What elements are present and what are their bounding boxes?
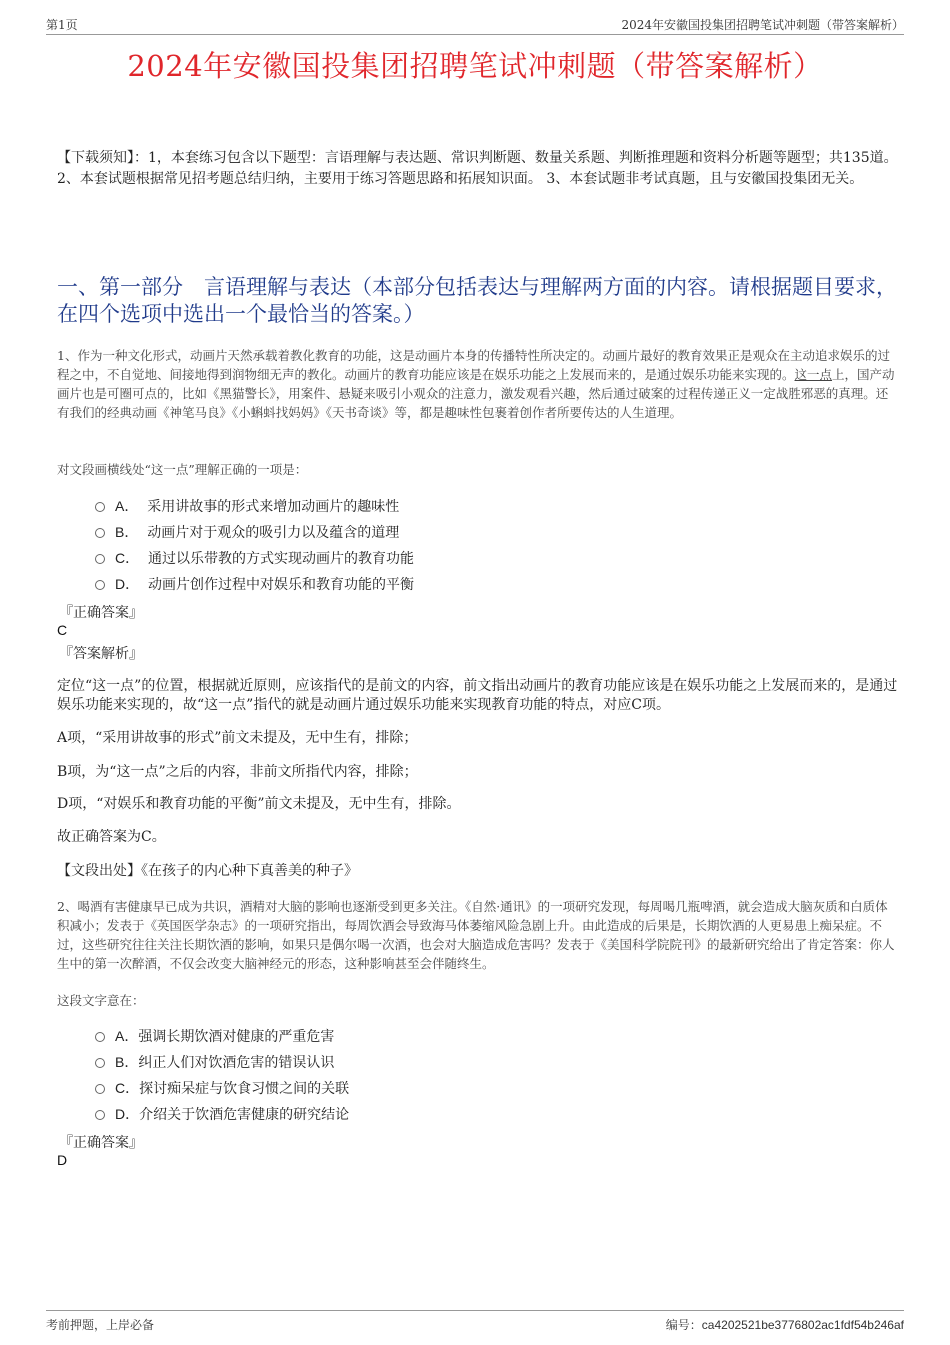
radio-icon[interactable] bbox=[95, 502, 105, 512]
q2-option-a[interactable]: A．强调长期饮酒对健康的严重危害 bbox=[95, 1023, 795, 1049]
q1-analysis-a: A项，“采用讲故事的形式”前文未提及，无中生有，排除； bbox=[57, 730, 418, 746]
question-1-options bbox=[95, 493, 795, 597]
q1-analysis-main: 定位“这一点”的位置，根据就近原则，应该指代的是前文的内容，前文指出动画片的教育功能应该是在娱乐功能之上发展而来的，是通过娱乐功能来实现的，故“这一点”指代的就是动画片通过娱乐功能来实现教育功能的特点，对应C项。 bbox=[57, 678, 898, 713]
header-doc-title: 2024年安徽国投集团招聘笔试冲刺题（带答案解析） bbox=[621, 18, 904, 32]
radio-icon[interactable] bbox=[95, 580, 105, 590]
radio-icon[interactable] bbox=[95, 1058, 105, 1068]
q1-option-a[interactable]: A． 采用讲故事的形式来增加动画片的趣味性 bbox=[95, 493, 795, 519]
q2-option-c[interactable]: C．探讨痴呆症与饮食习惯之间的关联 bbox=[95, 1075, 795, 1101]
q1-answer-label: 『正确答案』 bbox=[59, 605, 143, 621]
q1-analysis-b: B项，为“这一点”之后的内容，非前文所指代内容，排除； bbox=[57, 764, 418, 780]
q1-analysis-conclusion: 故正确答案为C。 bbox=[57, 829, 166, 845]
q2-option-d[interactable]: D．介绍关于饮酒危害健康的研究结论 bbox=[95, 1101, 795, 1127]
radio-icon[interactable] bbox=[95, 1032, 105, 1042]
q1-source: 【文段出处】《在孩子的内心种下真善美的种子》 bbox=[57, 863, 358, 879]
page-header bbox=[46, 14, 904, 35]
q1-option-d[interactable]: D． 动画片创作过程中对娱乐和教育功能的平衡 bbox=[95, 571, 795, 597]
q1-answer: C bbox=[57, 622, 68, 638]
q2-answer-label: 『正确答案』 bbox=[59, 1135, 143, 1151]
q2-option-b[interactable]: B．纠正人们对饮酒危害的错误认识 bbox=[95, 1049, 795, 1075]
radio-icon[interactable] bbox=[95, 1084, 105, 1094]
q1-text-after: 上，国产动画片也是可圈可点的，比如《黑猫警长》，用案件、悬疑来吸引小观众的注意力，激发观看兴趣，然后通过破案的过程传递正义一定战胜邪恶的真理。还有我们的经典动画《神笔马良》《小蝌蚪找妈妈》《天书奇谈》等，都是趣味性包裹着创作者所要传达的人生道理。 bbox=[57, 367, 895, 420]
question-1-passage bbox=[57, 346, 899, 422]
q1-option-c[interactable]: C． 通过以乐带教的方式实现动画片的教育功能 bbox=[95, 545, 795, 571]
q1-text-before: 1、作为一种文化形式，动画片天然承载着教化教育的功能，这是动画片本身的传播特性所决定的。动画片最好的教育效果正是观众在主动追求娱乐的过程之中，不自觉地、间接地得到润物细无声的教化。动画片的教育功能应该是在娱乐功能之上发展而来的，是通过娱乐功能来实现的。 bbox=[57, 348, 890, 382]
page-footer bbox=[46, 1310, 904, 1335]
question-1-prompt: 对文段画横线处“这一点”理解正确的一项是： bbox=[57, 462, 308, 477]
q1-analysis-d: D项，“对娱乐和教育功能的平衡”前文未提及，无中生有，排除。 bbox=[57, 796, 461, 812]
q2-answer: D bbox=[57, 1152, 68, 1168]
section-heading: 一、第一部分 言语理解与表达（本部分包括表达与理解两方面的内容。请根据题目要求，在四个选项中选出一个最恰当的答案。） bbox=[57, 275, 897, 326]
question-2-prompt: 这段文字意在： bbox=[57, 993, 145, 1008]
q1-underlined-phrase: 这一点 bbox=[794, 367, 833, 382]
footer-slogan: 考前押题，上岸必备 bbox=[46, 1318, 155, 1332]
page-number: 第1页 bbox=[46, 18, 78, 32]
radio-icon[interactable] bbox=[95, 1110, 105, 1120]
document-title: 2024年安徽国投集团招聘笔试冲刺题（带答案解析） bbox=[127, 49, 823, 83]
download-notice: 【下载须知】：1，本套练习包含以下题型：言语理解与表达题、常识判断题、数量关系题、判断推理题和资料分析题等题型；共135道。 2、本套试题根据常见招考题总结归纳，主要用于练习答题思路和拓展知识面。 3、本套试题非考试真题，且与安徽国投集团无关。 bbox=[57, 150, 898, 187]
radio-icon[interactable] bbox=[95, 528, 105, 538]
radio-icon[interactable] bbox=[95, 554, 105, 564]
q1-analysis-label: 『答案解析』 bbox=[59, 646, 143, 662]
q1-option-b[interactable]: B． 动画片对于观众的吸引力以及蕴含的道理 bbox=[95, 519, 795, 545]
question-2-options bbox=[95, 1023, 795, 1127]
footer-code: 编号：ca4202521be3776802ac1fdf54b246af bbox=[665, 1318, 904, 1332]
question-2-passage: 2、喝酒有害健康早已成为共识，酒精对大脑的影响也逐渐受到更多关注。《自然·通讯》的一项研究发现，每周喝几瓶啤酒，就会造成大脑灰质和白质体积减小；发表于《英国医学杂志》的一项研究指出，每周饮酒会导致海马体萎缩风险急剧上升。由此造成的后果是，长期饮酒的人更易患上痴呆症。不过，这些研究往往关注长期饮酒的影响，如果只是偶尔喝一次酒，也会对大脑造成危害吗？发表于《美国科学院院刊》的最新研究给出了肯定答案：你人生中的第一次醉酒，不仅会改变大脑神经元的形态，这种影响甚至会伴随终生。 bbox=[57, 899, 895, 971]
